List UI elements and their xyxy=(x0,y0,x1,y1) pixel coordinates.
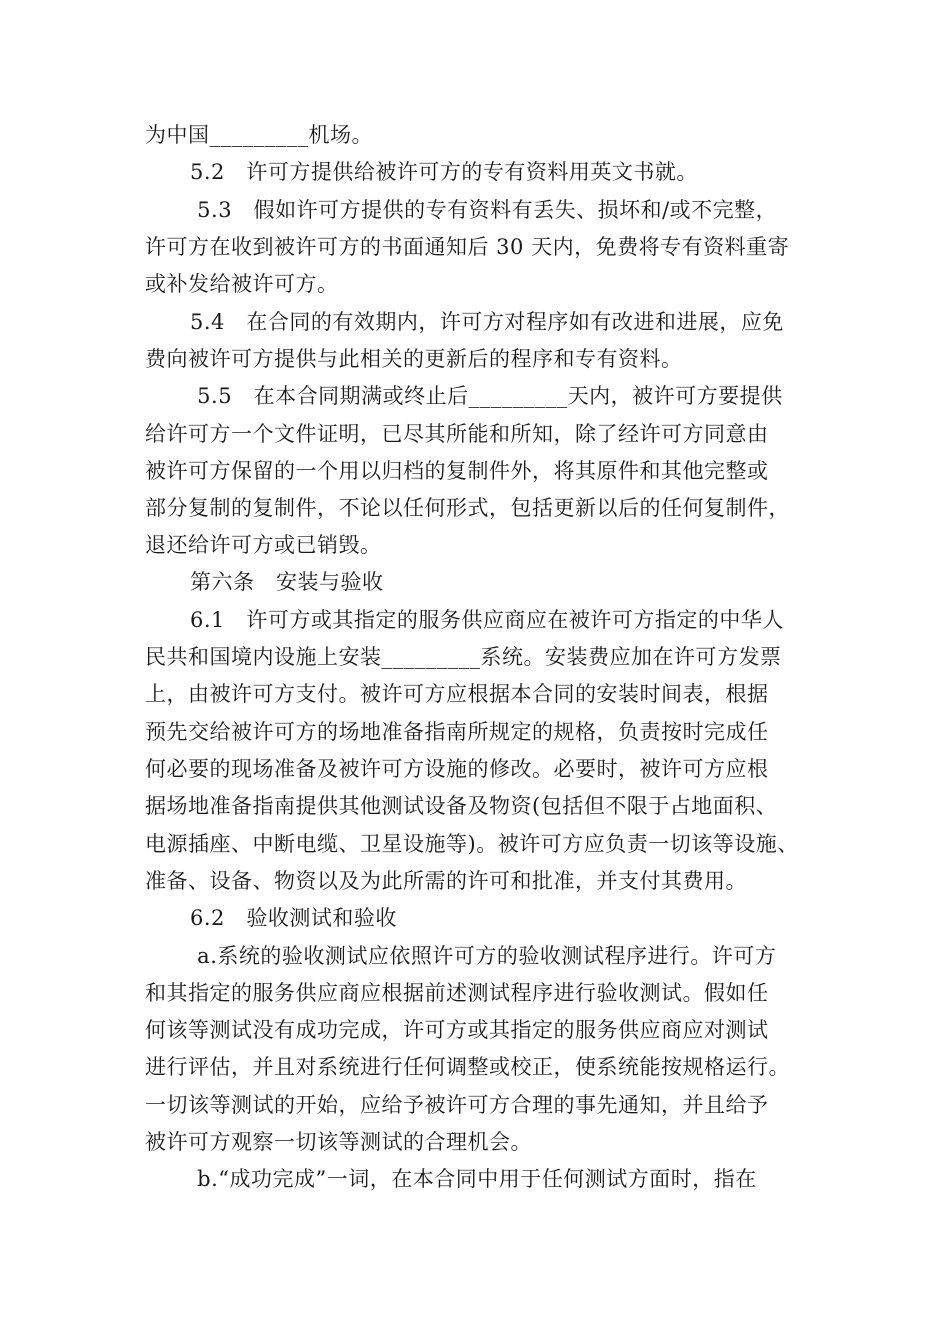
text-line: 和其指定的服务供应商应根据前述测试程序进行验收测试。假如任 xyxy=(145,981,769,1005)
subsection-heading: 6.2 验收测试和验收 xyxy=(190,906,397,930)
text-line: 给许可方一个文件证明，已尽其所能和所知，除了经许可方同意由 xyxy=(145,422,769,446)
text-line: b.“成功完成”一词，在本合同中用于任何测试方面时，指在 xyxy=(190,1167,757,1191)
text-line: 被许可方保留的一个用以归档的复制件外，将其原件和其他完整或 xyxy=(145,459,769,483)
text-line: 民共和国境内设施上安装_________系统。安装费应加在许可方发票 xyxy=(145,645,782,669)
text-line: 5.2 许可方提供给被许可方的专有资料用英文书就。 xyxy=(190,160,698,184)
text-line: 5.4 在合同的有效期内，许可方对程序如有改进和进展，应免 xyxy=(190,310,784,334)
text-line: 被许可方观察一切该等测试的合理机会。 xyxy=(145,1130,532,1154)
text-line: a.系统的验收测试应依照许可方的验收测试程序进行。许可方 xyxy=(190,944,777,968)
text-line: 进行评估，并且对系统进行任何调整或校正，使系统能按规格运行。 xyxy=(145,1055,790,1079)
text-line: 许可方在收到被许可方的书面通知后 30 天内，免费将专有资料重寄 xyxy=(145,235,790,259)
text-line: 一切该等测试的开始，应给予被许可方合理的事先通知，并且给予 xyxy=(145,1093,769,1117)
text-line: 部分复制的复制件，不论以任何形式，包括更新以后的任何复制件， xyxy=(145,496,790,520)
text-line: 或补发给被许可方。 xyxy=(145,272,339,296)
text-line: 电源插座、中断电缆、卫星设施等)。被许可方应负责一切该等设施、 xyxy=(145,832,799,856)
text-line: 据场地准备指南提供其他测试设备及物资(包括但不限于占地面积、 xyxy=(145,794,778,818)
text-line: 5.5 在本合同期满或终止后_________天内，被许可方要提供 xyxy=(190,384,783,408)
text-line: 5.3 假如许可方提供的专有资料有丢失、损坏和/或不完整， xyxy=(190,198,778,222)
text-line: 准备、设备、物资以及为此所需的许可和批准，并支付其费用。 xyxy=(145,869,747,893)
text-line: 何该等测试没有成功完成，许可方或其指定的服务供应商应对测试 xyxy=(145,1018,769,1042)
text-line: 为中国_________机场。 xyxy=(145,123,373,147)
text-line: 6.1 许可方或其指定的服务供应商应在被许可方指定的中华人 xyxy=(190,608,784,632)
text-line: 何必要的现场准备及被许可方设施的修改。必要时，被许可方应根 xyxy=(145,757,769,781)
text-line: 预先交给被许可方的场地准备指南所规定的规格，负责按时完成任 xyxy=(145,720,769,744)
section-heading: 第六条 安装与验收 xyxy=(190,570,384,594)
text-line: 上，由被许可方支付。被许可方应根据本合同的安装时间表，根据 xyxy=(145,682,769,706)
text-line: 费向被许可方提供与此相关的更新后的程序和专有资料。 xyxy=(145,347,683,371)
text-line: 退还给许可方或已销毁。 xyxy=(145,533,382,557)
